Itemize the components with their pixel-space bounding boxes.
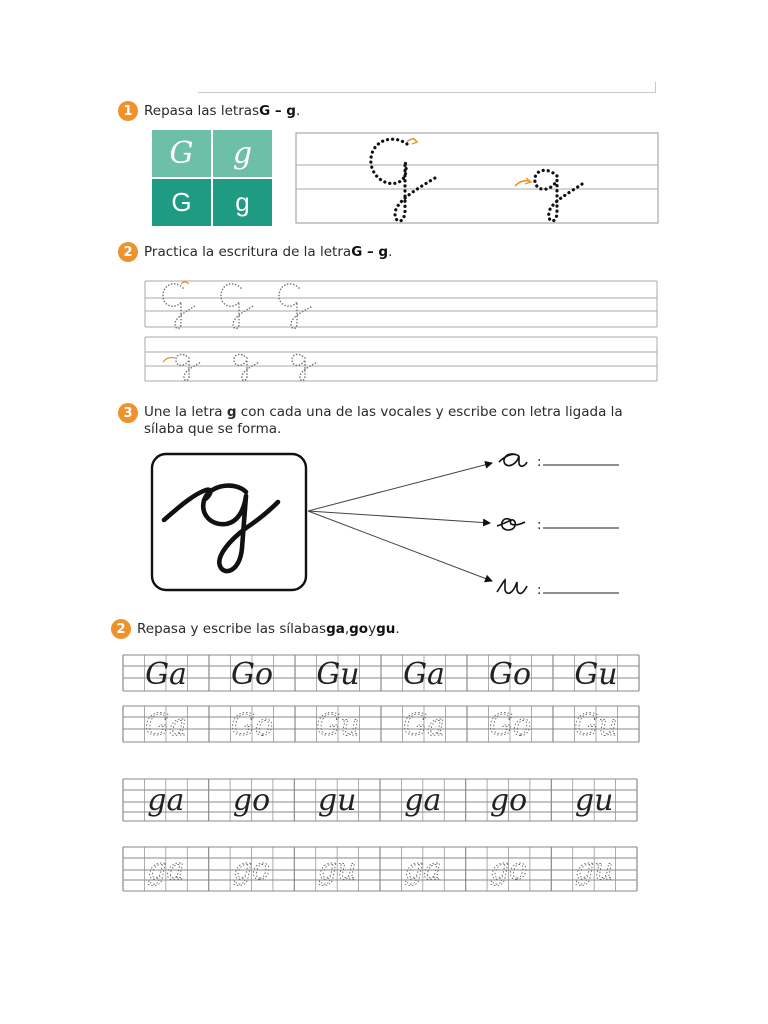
- tile-print-lower: [213, 179, 272, 226]
- syllable-grid-lower-solid: [122, 778, 638, 822]
- practice-lines-lower: [145, 336, 659, 384]
- exercise-2-heading: [118, 242, 392, 262]
- syllable-text: go: [489, 783, 528, 818]
- syllable-text: Gu: [574, 708, 618, 743]
- syllable-text: ga: [147, 852, 185, 887]
- syllable-text: ga: [147, 783, 185, 818]
- syllable-grid-capital-solid: [122, 654, 640, 692]
- syllable-ga: ga: [326, 621, 345, 637]
- tile-letter: G: [171, 187, 192, 217]
- exercise-number-badge: 2: [111, 619, 131, 639]
- syllable-go: go: [349, 621, 369, 637]
- cursive-vowel-o: [497, 519, 525, 530]
- vowel-choices: [495, 446, 625, 598]
- practice-lines-upper: [145, 280, 659, 330]
- vowel-o-colon: :: [537, 518, 542, 533]
- separator: y: [368, 621, 377, 637]
- tile-letter: g: [235, 187, 250, 217]
- exercise-4-text: Repasa y escribe las sílabas: [137, 621, 327, 637]
- tile-print-upper: [152, 179, 211, 226]
- top-divider: [198, 92, 656, 93]
- exercise-1-heading: [118, 101, 300, 121]
- syllable-text: Go: [488, 708, 532, 743]
- exercise-3-instruction: [144, 404, 663, 438]
- syllable-text: Ga: [403, 708, 445, 743]
- top-divider-end: [655, 82, 656, 93]
- exercise-1-period: .: [295, 103, 301, 119]
- tile-cursive-lower: [213, 130, 272, 177]
- grid-lines: [123, 779, 637, 821]
- exercise-3-letter: g: [226, 404, 237, 420]
- syllable-text: Go: [488, 657, 532, 692]
- exercise-2-letters: G – g: [351, 244, 389, 260]
- syllable-text: Gu: [316, 708, 360, 743]
- exercise-4-period: .: [395, 621, 400, 637]
- exercise-3-text-a: Une la letra: [144, 404, 227, 420]
- syllable-text: go: [489, 852, 528, 887]
- syllable-text: Gu: [316, 657, 360, 692]
- grid-lines: [123, 847, 637, 891]
- vowel-a-colon: :: [537, 455, 542, 470]
- separator: ,: [344, 621, 350, 637]
- exercise-1-text: Repasa las letras: [144, 103, 260, 119]
- syllable-text: gu: [574, 852, 614, 887]
- connector-arrows: [300, 455, 500, 585]
- exercise-1-letters: G – g: [259, 103, 296, 119]
- syllable-text: gu: [317, 852, 357, 887]
- syllable-text: Go: [230, 708, 274, 743]
- syllable-text: Ga: [145, 657, 187, 692]
- syllable-text: go: [232, 783, 271, 818]
- syllable-text: ga: [404, 783, 442, 818]
- exercise-number-badge: 2: [118, 242, 138, 262]
- exercise-number-badge: 1: [118, 101, 138, 121]
- exercise-2-period: .: [388, 244, 393, 260]
- syllable-grid-lower-dotted: [122, 846, 638, 892]
- cursive-vowel-a: [499, 454, 527, 466]
- grid-lines: [123, 655, 639, 691]
- syllable-text: Gu: [574, 657, 618, 692]
- exercise-4-heading: [111, 619, 400, 639]
- syllable-text: Go: [230, 657, 274, 692]
- syllable-text: Ga: [145, 708, 187, 743]
- syllable-gu: gu: [376, 621, 396, 637]
- tile-cursive-upper: [152, 130, 211, 177]
- exercise-3-heading: [118, 404, 663, 438]
- tile-letter: G: [169, 136, 194, 171]
- vowel-u-colon: :: [537, 583, 542, 598]
- syllable-text: ga: [404, 852, 442, 887]
- letter-g-card: [150, 452, 310, 594]
- grid-lines: [123, 706, 639, 742]
- syllable-text: go: [232, 852, 271, 887]
- exercise-3-text-b: con cada una de las vocales y escribe con letra ligada la sílaba que se forma.: [144, 404, 623, 437]
- tile-letter: g: [232, 136, 253, 171]
- tracing-box-large: [295, 132, 661, 226]
- syllable-text: gu: [317, 783, 357, 818]
- syllable-grid-capital-dotted: [122, 705, 640, 743]
- exercise-2-text: Practica la escritura de la letra: [144, 244, 352, 260]
- cursive-vowel-u: [497, 580, 527, 593]
- letter-tiles: [152, 130, 272, 226]
- exercise-number-badge: 3: [118, 403, 138, 423]
- syllable-text: gu: [574, 783, 614, 818]
- syllable-text: Ga: [403, 657, 445, 692]
